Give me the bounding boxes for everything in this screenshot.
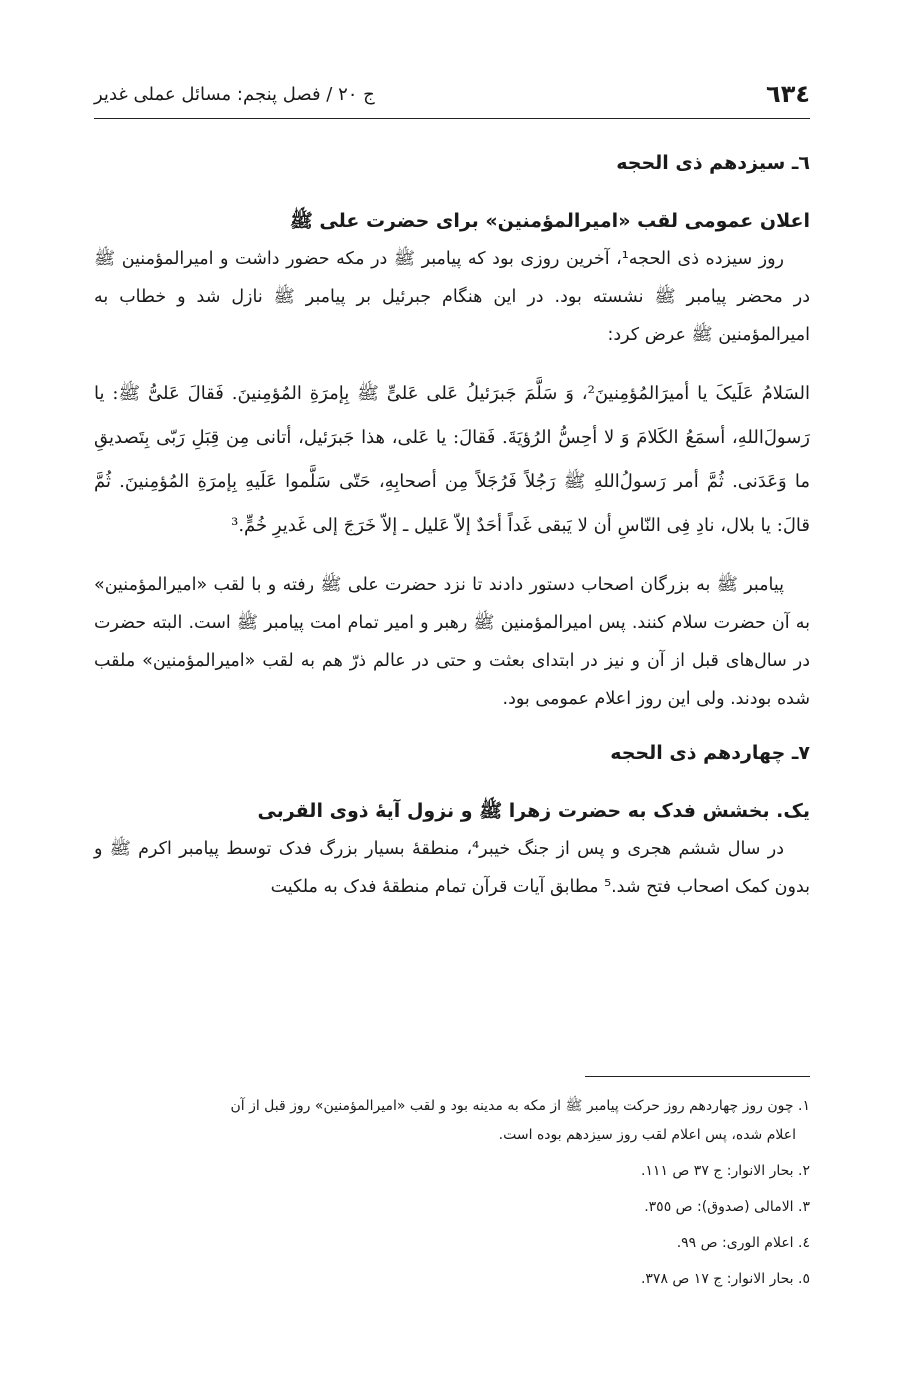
page-header (94, 72, 810, 116)
footnote-2: ٢. بحار الانوار: ج ٣٧ ص ١١١. (640, 1163, 810, 1179)
footnote-1: ١. چون روز چهاردهم روز حرکت پیامبر ﷺ از مکه به مدینه بود و لقب «امیرالمؤمنین» روز قبل از آن (230, 1098, 810, 1114)
footnote-1-continuation: اعلام شده، پس اعلام لقب روز سیزدهم بوده است. (498, 1127, 796, 1143)
page-number: ٦٣٤ (766, 80, 810, 108)
arabic-quote: السَلامُ عَلَیکَ یا أمیرَالمُؤمِنینَ²، وَ سَلَّمَ جَبرَئیلُ عَلی عَلیٍّ ﷺ بِإمرَةِ المُؤمِنینَ. فَقالَ عَلیُّ ﷺ: یا رَسولَ‌اللهِ، أسمَعُ الکَلامَ وَ لا أحِسُّ الرُؤیَةَ. فَقالَ: یا عَلی، هذا جَبرَئیل، أتانی مِن قِبَلِ رَبّی بِتَصدیقِ ما وَعَدَنی. ثُمَّ أمر رَسولُ‌اللهِ ﷺ رَجُلاً فَرُجَلاً مِن أصحابِهِ، حَتّی سَلَّموا عَلَیهِ بِإمرَةِ المُؤمِنینَ. ثُمَّ قالَ: یا بلال، نادِ فِی النّاسِ أن لا یَبقی غَداً أحَدٌ إلاّ عَلیل ـ إلاّ خَرَجَ إلی غَدیرِ خُمٍّ.³ (94, 383, 810, 536)
footnote-5: ٥. بحار الانوار: ج ١٧ ص ٣٧٨. (640, 1271, 810, 1287)
section-title-6: ٦ـ سیزدهم ذی الحجه (616, 152, 810, 174)
subsection-title-amir-al-muminin: اعلان عمومی لقب «امیرالمؤمنین» برای حضرت علی ﷺ (289, 210, 810, 232)
page-body (94, 140, 810, 920)
subsection-title-fadak: یک. بخشش فدک به حضرت زهرا ﷺ و نزول آیهٔ ذوی القربی (257, 800, 810, 822)
footnotes (94, 1092, 810, 1301)
section-title-7: ٧ـ چهاردهم ذی الحجه (610, 742, 810, 764)
footnote-3: ٣. الامالی (صدوق): ص ٣٥٥. (644, 1199, 810, 1215)
footnote-rule (585, 1076, 810, 1077)
running-title: ج ٢٠ / فصل پنجم: مسائل عملی غدیر (94, 83, 375, 105)
paragraph-thirteenth: روز سیزده ذی الحجه¹، آخرین روزی بود که پیامبر ﷺ در مکه حضور داشت و امیرالمؤمنین ﷺ در محضر پیامبر ﷺ نشسته بود. در این هنگام جبرئیل بر پیامبر ﷺ نازل شد و خطاب به امیرالمؤمنین ﷺ عرض کرد: (94, 249, 810, 345)
header-rule (94, 118, 810, 119)
paragraph-fadak: در سال ششم هجری و پس از جنگ خیبر⁴، منطقهٔ بسیار بزرگ فدک توسط پیامبر اکرم ﷺ و بدون کمک اصحاب فتح شد.⁵ مطابق آیات قرآن تمام منطقهٔ فدک به ملکیت (94, 839, 810, 897)
footnote-4: ٤. اعلام الوری: ص ٩٩. (676, 1235, 810, 1251)
paragraph-companions: پیامبر ﷺ به بزرگان اصحاب دستور دادند تا نزد حضرت علی ﷺ رفته و با لقب «امیرالمؤمنین» به آن حضرت سلام کنند. پس امیرالمؤمنین ﷺ رهبر و امیر تمام امت پیامبر ﷺ است. البته حضرت در سال‌های قبل از آن و نیز در ابتدای بعثت و حتی در عالم ذرّ هم به لقب «امیرالمؤمنین» ملقب شده بودند. ولی این روز اعلام عمومی بود. (94, 575, 810, 709)
